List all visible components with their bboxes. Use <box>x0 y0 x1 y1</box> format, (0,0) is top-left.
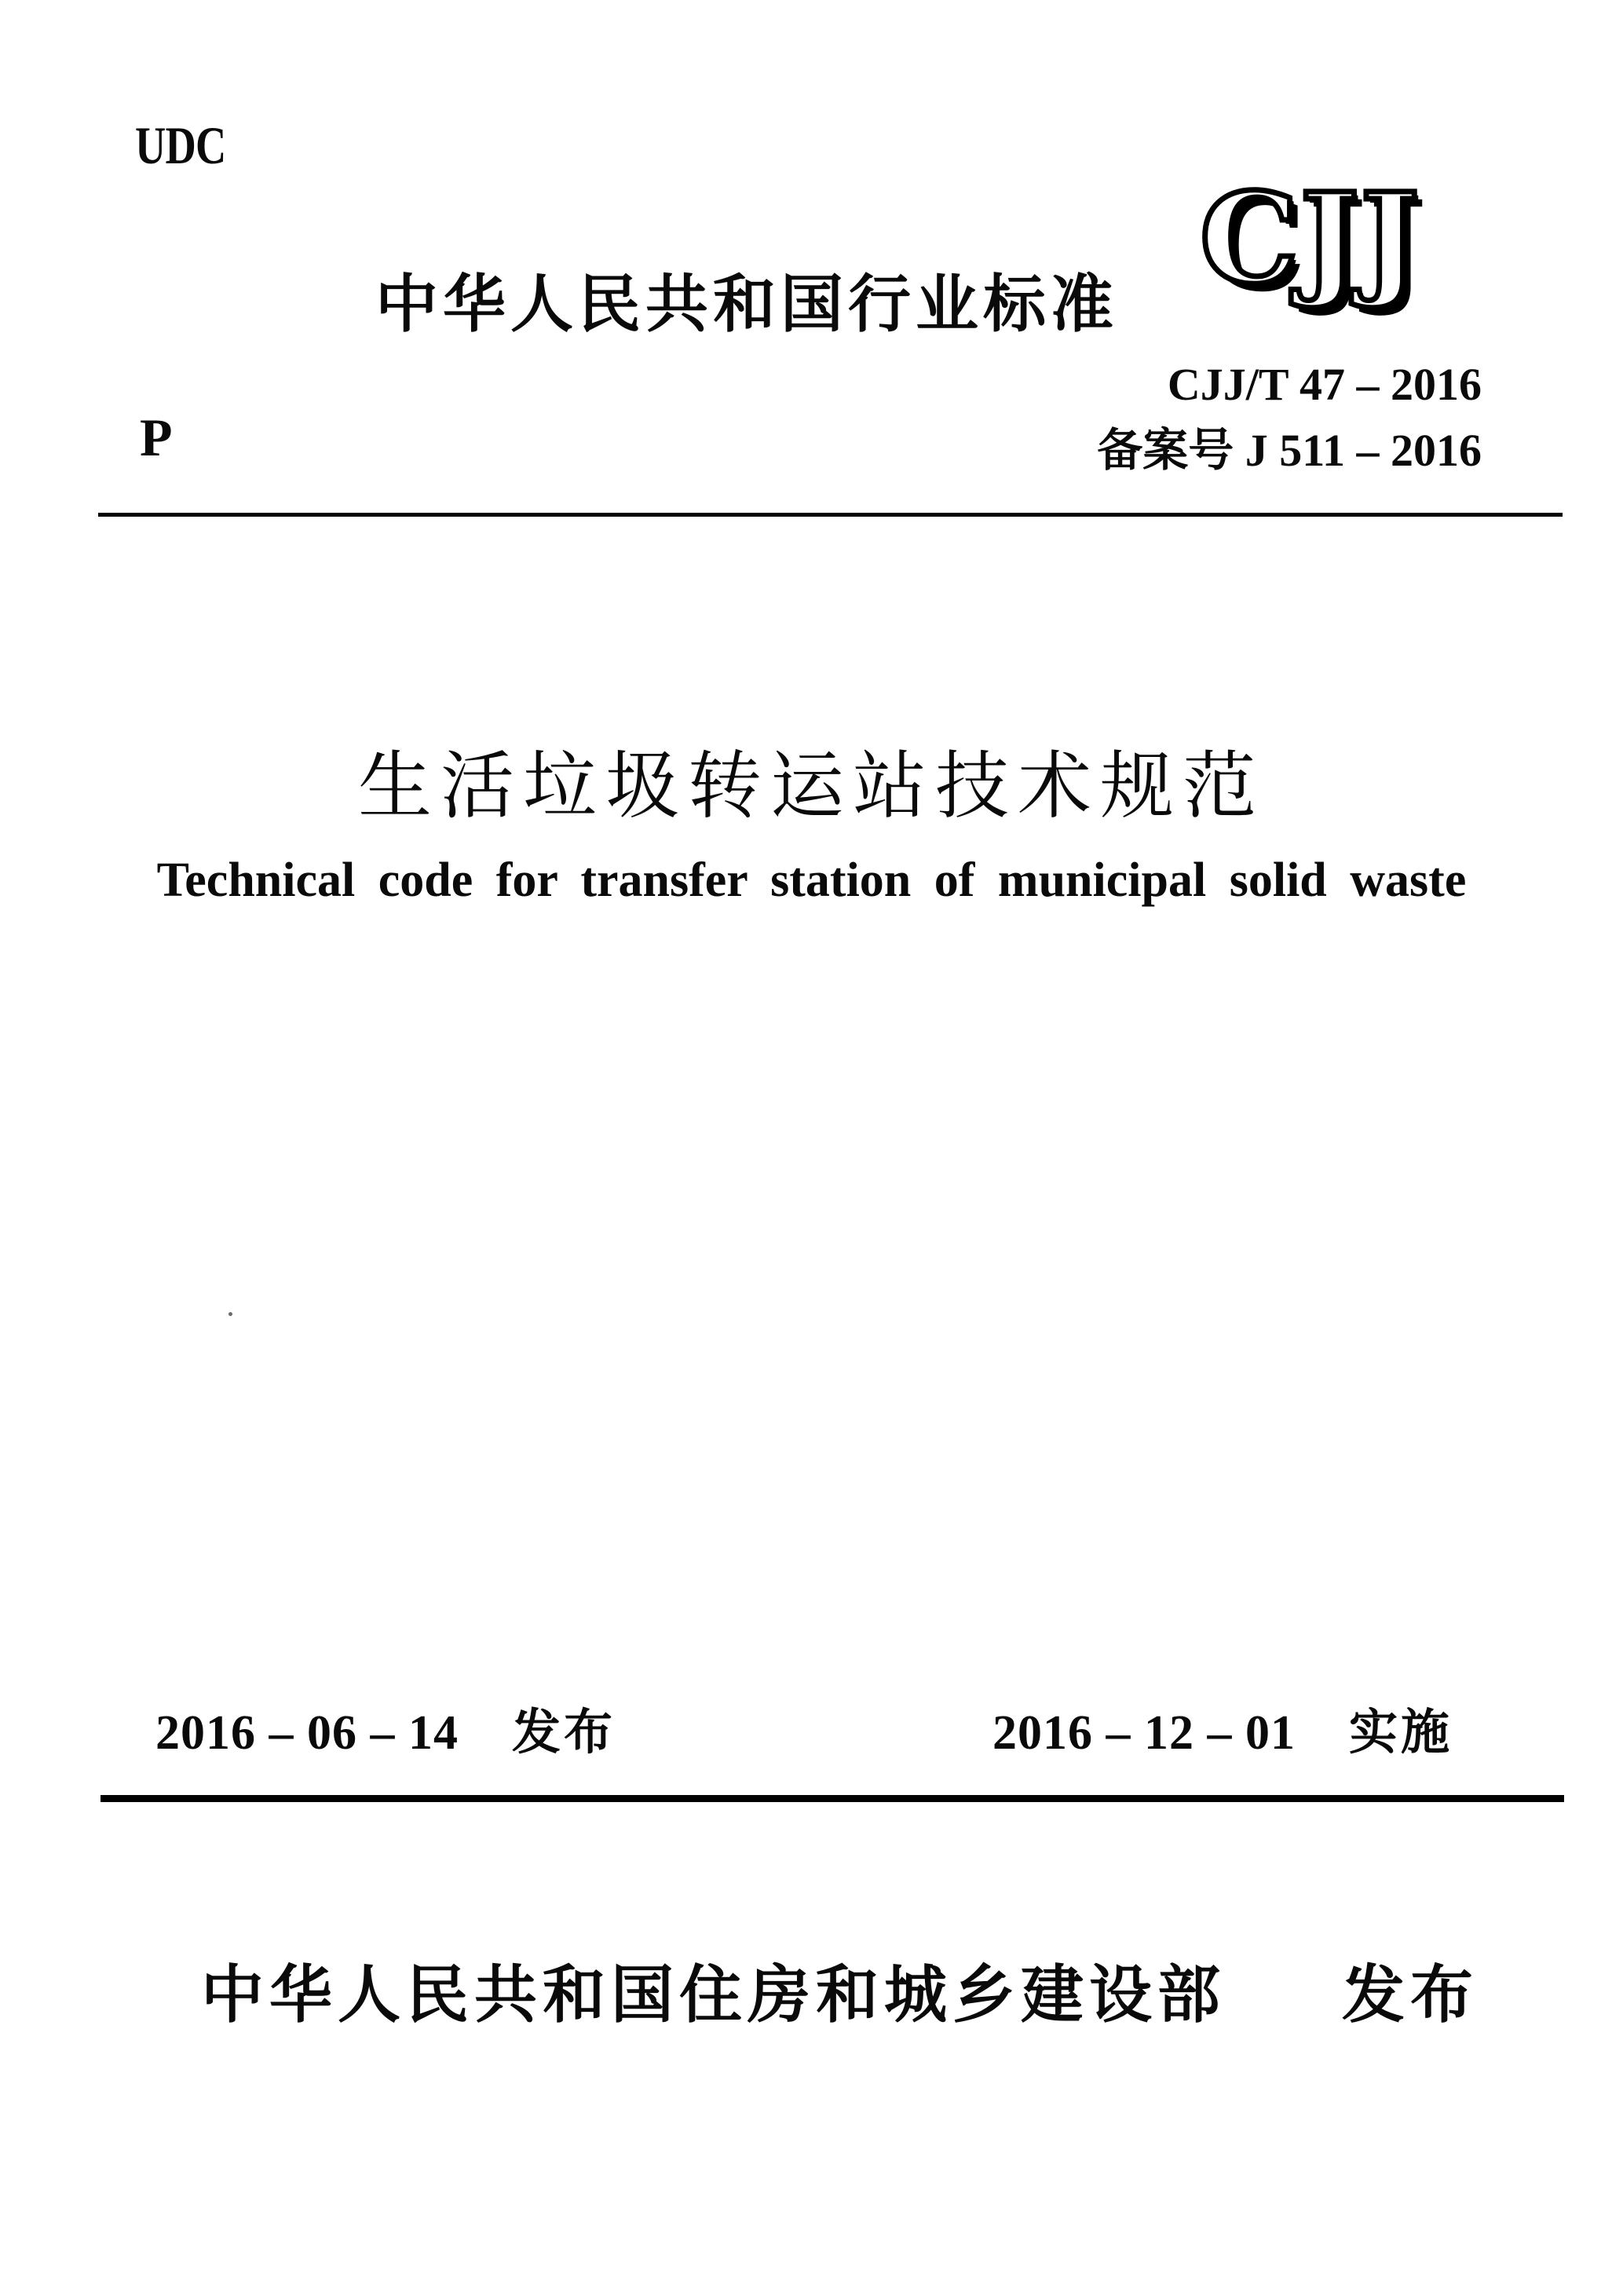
cjj-logo: CJJ <box>1200 166 1421 312</box>
standard-number-block <box>1097 352 1482 484</box>
udc-label: UDC <box>135 115 226 175</box>
implement-date-group <box>992 1693 1453 1763</box>
issue-label: 发布 <box>512 1706 616 1760</box>
scan-artifact-dot <box>228 1312 232 1316</box>
implement-date: 2016 – 12 – 01 <box>992 1706 1296 1760</box>
title-english: Technical code for transfer station of municipal solid waste <box>156 854 1467 907</box>
bottom-divider <box>101 1795 1564 1802</box>
issue-date: 2016 – 06 – 14 <box>155 1706 459 1760</box>
publisher-name: 中华人民共和国住房和城乡建设部 <box>201 1960 1226 2030</box>
record-number: 备案号 J 511 – 2016 <box>1097 425 1482 477</box>
publisher-action: 发布 <box>1342 1960 1479 2030</box>
standard-number: CJJ/T 47 – 2016 <box>1167 359 1482 410</box>
issue-date-group <box>155 1693 616 1763</box>
implement-label: 实施 <box>1349 1706 1453 1760</box>
publisher-row <box>201 1944 1479 2035</box>
top-divider <box>98 513 1563 517</box>
standard-category-heading: 中华人民共和国行业标准 <box>375 269 1118 339</box>
title-chinese: 生活垃圾转运站技术规范 <box>357 746 1265 828</box>
classification-code: P <box>140 408 173 467</box>
